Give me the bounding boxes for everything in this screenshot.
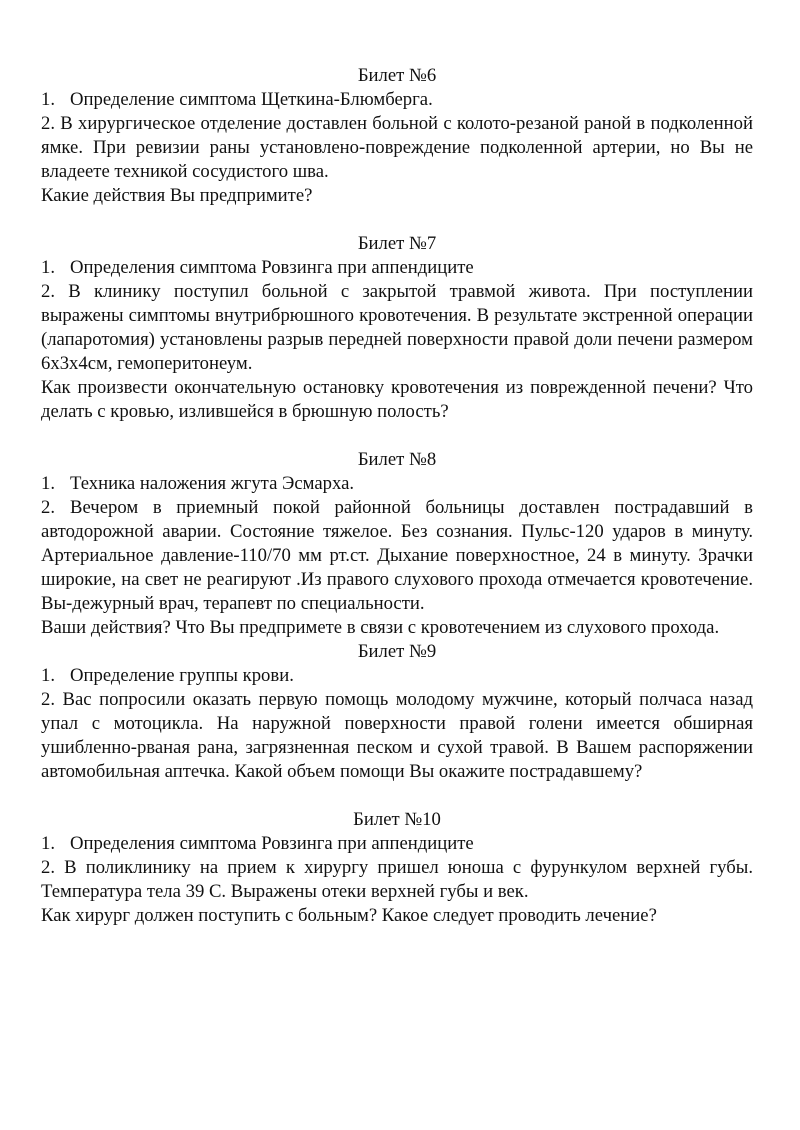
question-number: 1.: [41, 833, 56, 854]
question-text: Определения симптома Ровзинга при аппендиците: [70, 257, 474, 278]
ticket-10: [41, 808, 753, 928]
question-2: 2. Вас попросили оказать первую помощь молодому мужчине, который полчаса назад упал с мотоцикла. На наружной поверхности правой голени имеется обширная ушибленно-рваная рана, загрязненная песком и сухой травой. В Вашем распоряжении автомобильная аптечка. Какой объем помощи Вы окажите пострадавшему?: [41, 689, 753, 782]
question-text: Вечером в приемный покой районной больницы доставлен пострадавший в автодорожной аварии. Состояние тяжелое. Без сознания. Пульс-120 ударов в минуту. Артериальное давление-110/70 мм рт.ст. Дыхание поверхностное, 24 в минуту. Зрачки широкие, на свет не реагируют .Из правого слухового прохода отмечается кровотечение. Вы-дежурный врач, терапевт по специальности.: [41, 497, 753, 614]
ticket-title: Билет №8: [357, 449, 437, 470]
question-number: 1.: [41, 473, 56, 494]
ticket-title: Билет №10: [353, 809, 441, 830]
question-3: Какие действия Вы предпримите?: [41, 185, 313, 206]
question-text: Определение симптома Щеткина-Блюмберга.: [70, 89, 433, 110]
question-3: Ваши действия? Что Вы предпримете в связи с кровотечением из слухового прохода.: [41, 617, 720, 638]
question-number: 1.: [41, 257, 56, 278]
question-number: 1.: [41, 665, 56, 686]
question-2: 2. В поликлинику на прием к хирургу пришел юноша с фурункулом верхней губы. Температура тела 39 С. Выражены отеки верхней губы и век.: [41, 857, 753, 902]
question-1: [41, 472, 753, 496]
document-page: [41, 64, 753, 928]
question-number: 1.: [41, 89, 56, 110]
question-2: 2. В хирургическое отделение доставлен больной с колото-резаной раной в подколенной ямке. При ревизии раны установлено-повреждение подколенной артерии, но Вы не владеете техникой сосудистого шва.: [41, 113, 753, 182]
question-1: [41, 256, 753, 280]
question-text: Определение группы крови.: [70, 665, 294, 686]
ticket-9: [41, 640, 753, 784]
question-1: [41, 88, 753, 112]
ticket-title: Билет №7: [357, 233, 437, 254]
ticket-title: Билет №9: [357, 641, 437, 662]
ticket-6: [41, 64, 753, 208]
question-1: [41, 664, 753, 688]
question-2: [41, 496, 753, 616]
question-number: 2.: [41, 497, 56, 518]
ticket-title: Билет №6: [357, 65, 437, 86]
ticket-8: [41, 448, 753, 640]
ticket-7: [41, 232, 753, 424]
question-1: [41, 832, 753, 856]
question-3: Как произвести окончательную остановку кровотечения из поврежденной печени? Что делать с кровью, излившейся в брюшную полость?: [41, 377, 753, 422]
question-2: 2. В клинику поступил больной с закрытой травмой живота. При поступлении выражены симптомы внутрибрюшного кровотечения. В результате экстренной операции (лапаротомия) установлены разрыв передней поверхности правой доли печени размером 6х3х4см, гемоперитонеум.: [41, 281, 753, 374]
question-text: Техника наложения жгута Эсмарха.: [70, 473, 355, 494]
question-3: Как хирург должен поступить с больным? Какое следует проводить лечение?: [41, 905, 657, 926]
question-text: Определения симптома Ровзинга при аппендиците: [70, 833, 474, 854]
